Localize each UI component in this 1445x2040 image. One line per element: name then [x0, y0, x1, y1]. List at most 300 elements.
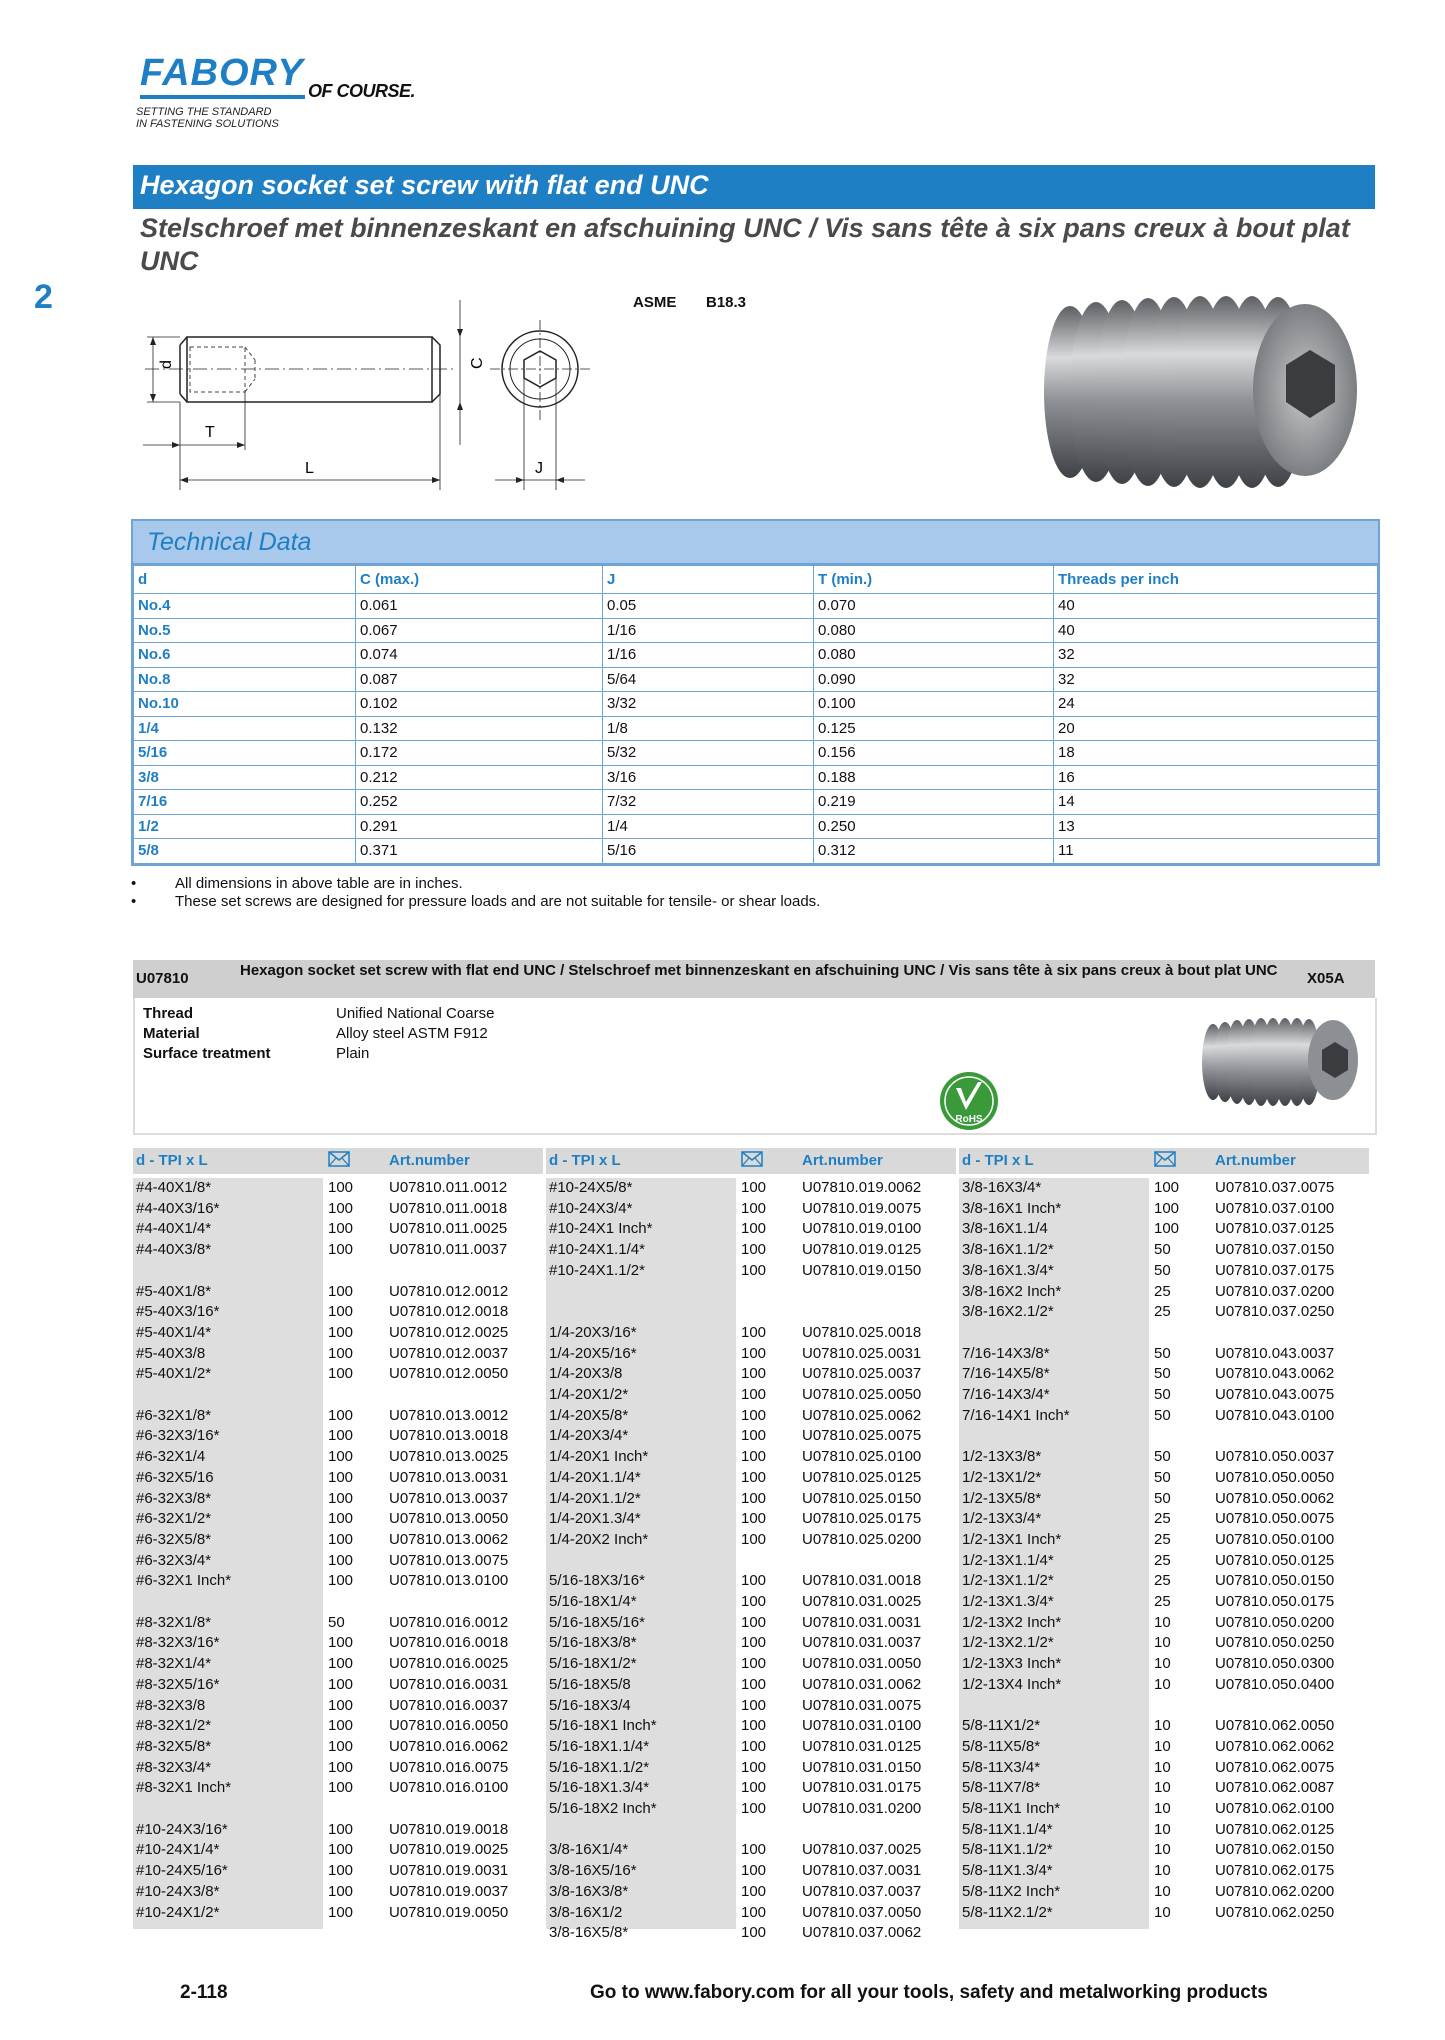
size-cell: #8-32X5/8*: [136, 1737, 212, 1755]
table-cell: 5/8: [134, 839, 356, 864]
article-number[interactable]: U07810.037.0175: [1215, 1261, 1335, 1279]
page-title: Hexagon socket set screw with flat end UNC: [140, 170, 709, 200]
article-number[interactable]: U07810.062.0125: [1215, 1820, 1335, 1838]
size-cell: 3/8-16X5/16*: [549, 1862, 637, 1880]
size-cell: #6-32X1/8*: [136, 1406, 212, 1424]
table-cell: 0.05: [603, 594, 814, 619]
rohs-icon: [938, 1070, 1000, 1132]
article-number[interactable]: U07810.016.0018: [389, 1634, 509, 1652]
qty-cell: 100: [741, 1386, 767, 1403]
size-cell: #10-24X1.1/4*: [549, 1241, 645, 1259]
qty-cell: 100: [328, 1551, 354, 1569]
table-cell: 0.371: [356, 839, 603, 864]
article-number[interactable]: U07810.037.0200: [1215, 1282, 1335, 1300]
size-cell: 1/2-13X1.3/4*: [962, 1593, 1054, 1610]
listing-art-header: Art.number: [1215, 1152, 1296, 1169]
table-row: [134, 594, 1378, 619]
article-number[interactable]: U07810.037.0062: [802, 1924, 922, 1942]
qty-cell: 50: [1154, 1386, 1171, 1403]
listing-size-header: d - TPI x L: [549, 1152, 621, 1169]
size-cell: #4-40X1/4*: [136, 1220, 212, 1238]
size-cell: 1/2-13X5/8*: [962, 1489, 1042, 1507]
column-header: C (max.): [356, 566, 603, 594]
article-number[interactable]: U07810.019.0125: [802, 1241, 922, 1259]
article-number[interactable]: U07810.019.0062: [802, 1179, 922, 1196]
technical-notes: [131, 875, 820, 911]
size-cell: 1/2-13X1 Inch*: [962, 1530, 1062, 1548]
article-number[interactable]: U07810.019.0150: [802, 1261, 922, 1279]
article-number[interactable]: U07810.062.0175: [1215, 1862, 1335, 1880]
article-number[interactable]: U07810.037.0025: [802, 1841, 922, 1859]
article-number[interactable]: U07810.025.0100: [802, 1448, 922, 1466]
size-cell: 3/8-16X5/8*: [549, 1924, 629, 1942]
size-cell: 1/4-20X1.1/2*: [549, 1489, 641, 1507]
qty-cell: 100: [741, 1489, 767, 1507]
listing-header: [133, 1148, 543, 1174]
size-cell: 5/8-11X1 Inch*: [962, 1800, 1061, 1817]
qty-cell: 25: [1154, 1303, 1171, 1321]
table-cell: 0.291: [356, 814, 603, 839]
qty-cell: 100: [328, 1655, 354, 1673]
article-number[interactable]: U07810.037.0037: [802, 1882, 922, 1900]
qty-cell: 100: [741, 1862, 767, 1880]
table-cell: 0.212: [356, 765, 603, 790]
article-number[interactable]: U07810.013.0075: [389, 1551, 509, 1569]
table-cell: 13: [1054, 814, 1378, 839]
qty-cell: 10: [1154, 1841, 1171, 1859]
article-number[interactable]: U07810.025.0200: [802, 1530, 922, 1548]
qty-cell: 100: [741, 1696, 767, 1714]
size-cell: 5/16-18X3/8*: [549, 1634, 637, 1652]
article-number[interactable]: U07810.016.0062: [389, 1737, 509, 1755]
table-cell: 0.090: [814, 667, 1054, 692]
article-number[interactable]: U07810.019.0025: [389, 1841, 509, 1859]
qty-cell: 100: [328, 1717, 354, 1735]
article-number[interactable]: U07810.013.0012: [389, 1406, 509, 1424]
size-cell: #6-32X5/8*: [136, 1530, 212, 1548]
table-cell: No.8: [134, 667, 356, 692]
article-number[interactable]: U07810.031.0075: [802, 1696, 922, 1714]
page-number: 2-118: [180, 1982, 228, 2003]
dim-j-label: J: [535, 460, 543, 477]
article-number[interactable]: U07810.019.0031: [389, 1862, 509, 1880]
article-number[interactable]: U07810.025.0075: [802, 1427, 922, 1445]
spec-values: [336, 1004, 494, 1064]
size-cell: 7/16-14X3/4*: [962, 1386, 1050, 1403]
size-cell: 3/8-16X2 Inch*: [962, 1282, 1062, 1300]
size-cell: 5/8-11X2.1/2*: [962, 1903, 1053, 1921]
qty-cell: 100: [741, 1675, 767, 1693]
article-number[interactable]: U07810.050.0037: [1215, 1448, 1335, 1466]
table-cell: 5/32: [603, 741, 814, 766]
size-cell: 5/16-18X5/16*: [549, 1613, 645, 1631]
table-cell: 0.188: [814, 765, 1054, 790]
qty-cell: 100: [741, 1655, 767, 1673]
article-number[interactable]: U07810.050.0075: [1215, 1510, 1335, 1528]
table-cell: 0.070: [814, 594, 1054, 619]
article-number[interactable]: U07810.037.0100: [1215, 1199, 1335, 1217]
size-cell: 5/16-18X1/4*: [549, 1593, 637, 1610]
qty-cell: 100: [328, 1179, 354, 1196]
article-number[interactable]: U07810.031.0150: [802, 1758, 922, 1776]
article-number[interactable]: U07810.012.0018: [389, 1303, 509, 1321]
article-number[interactable]: U07810.011.0037: [389, 1241, 508, 1259]
article-number[interactable]: U07810.062.0075: [1215, 1758, 1335, 1776]
qty-cell: 100: [328, 1365, 354, 1383]
dim-l-label: L: [305, 460, 314, 477]
size-cell: #10-24X3/16*: [136, 1820, 228, 1838]
size-cell: 1/4-20X1.3/4*: [549, 1510, 641, 1528]
qty-cell: 10: [1154, 1675, 1171, 1693]
qty-cell: 100: [328, 1903, 354, 1921]
dim-c-label: C: [469, 357, 486, 369]
table-row: [134, 839, 1378, 864]
article-number[interactable]: U07810.050.0175: [1215, 1593, 1335, 1610]
qty-cell: 10: [1154, 1903, 1171, 1921]
table-cell: 32: [1054, 643, 1378, 668]
qty-cell: 10: [1154, 1613, 1171, 1631]
article-number[interactable]: U07810.050.0050: [1215, 1468, 1335, 1486]
size-cell: #10-24X1 Inch*: [549, 1220, 653, 1238]
table-cell: 0.156: [814, 741, 1054, 766]
qty-cell: 100: [741, 1758, 767, 1776]
size-cell: 3/8-16X1 Inch*: [962, 1199, 1062, 1217]
article-number[interactable]: U07810.050.0125: [1215, 1551, 1335, 1569]
article-number[interactable]: U07810.062.0050: [1215, 1717, 1335, 1735]
table-cell: 1/4: [603, 814, 814, 839]
article-number[interactable]: U07810.037.0250: [1215, 1303, 1335, 1321]
size-cell: #6-32X5/16: [136, 1468, 214, 1486]
article-number[interactable]: U07810.019.0018: [389, 1820, 509, 1838]
article-number[interactable]: U07810.031.0175: [802, 1779, 922, 1797]
spec-label-surface: Surface treatment: [143, 1045, 271, 1062]
article-number[interactable]: U07810.013.0018: [389, 1427, 509, 1445]
qty-cell: 25: [1154, 1282, 1171, 1300]
size-cell: #8-32X1/2*: [136, 1717, 212, 1735]
qty-cell: 10: [1154, 1758, 1171, 1776]
qty-cell: 100: [328, 1862, 354, 1880]
technical-data-header: [133, 521, 1378, 565]
qty-cell: 100: [328, 1282, 354, 1300]
table-cell: No.5: [134, 618, 356, 643]
article-number[interactable]: U07810.019.0100: [802, 1220, 922, 1238]
qty-cell: 100: [328, 1841, 354, 1859]
qty-cell: 100: [741, 1199, 767, 1217]
article-number[interactable]: U07810.031.0062: [802, 1675, 922, 1693]
article-number[interactable]: U07810.013.0037: [389, 1489, 509, 1507]
article-number[interactable]: U07810.043.0100: [1215, 1406, 1335, 1424]
column-header: T (min.): [814, 566, 1054, 594]
qty-cell: 100: [328, 1220, 354, 1238]
qty-cell: 100: [328, 1406, 354, 1424]
article-number[interactable]: U07810.062.0250: [1215, 1903, 1335, 1921]
article-number[interactable]: U07810.037.0050: [802, 1903, 922, 1921]
size-cell: #10-24X3/8*: [136, 1882, 220, 1900]
article-number[interactable]: U07810.025.0037: [802, 1365, 922, 1383]
size-cell: #5-40X1/2*: [136, 1365, 212, 1383]
article-number[interactable]: U07810.043.0062: [1215, 1365, 1335, 1383]
table-cell: 3/8: [134, 765, 356, 790]
article-number[interactable]: U07810.025.0175: [802, 1510, 922, 1528]
size-cell: 5/8-11X2 Inch*: [962, 1882, 1061, 1900]
qty-cell: 100: [1154, 1220, 1180, 1238]
table-cell: 0.087: [356, 667, 603, 692]
article-number[interactable]: U07810.016.0012: [389, 1613, 509, 1631]
article-number[interactable]: U07810.062.0150: [1215, 1841, 1335, 1859]
qty-cell: 50: [1154, 1241, 1171, 1259]
brand-suffix: OF COURSE.: [308, 81, 416, 101]
article-number[interactable]: U07810.016.0037: [389, 1696, 509, 1714]
article-number[interactable]: U07810.013.0031: [389, 1468, 509, 1486]
table-cell: 1/2: [134, 814, 356, 839]
qty-cell: 100: [741, 1241, 767, 1259]
qty-cell: 50: [1154, 1448, 1171, 1466]
qty-cell: 50: [1154, 1261, 1171, 1279]
size-cell: #10-24X1/2*: [136, 1903, 220, 1921]
article-number[interactable]: U07810.013.0100: [389, 1572, 509, 1590]
article-number[interactable]: U07810.031.0031: [802, 1613, 922, 1631]
article-number[interactable]: U07810.016.0100: [389, 1779, 509, 1797]
size-cell: 7/16-14X3/8*: [962, 1344, 1050, 1362]
article-number[interactable]: U07810.037.0125: [1215, 1220, 1335, 1238]
size-cell: #4-40X3/16*: [136, 1199, 220, 1217]
size-cell: #8-32X5/16*: [136, 1675, 220, 1693]
footer-slogan: Go to www.fabory.com for all your tools, safety and metalworking products: [590, 1982, 1268, 2003]
size-cell: #8-32X3/16*: [136, 1634, 220, 1652]
size-cell: 3/8-16X1.3/4*: [962, 1261, 1054, 1279]
table-cell: 5/16: [603, 839, 814, 864]
qty-cell: 10: [1154, 1737, 1171, 1755]
qty-cell: 100: [741, 1717, 767, 1735]
article-number[interactable]: U07810.062.0200: [1215, 1882, 1335, 1900]
article-number[interactable]: U07810.011.0012: [389, 1179, 508, 1196]
article-number[interactable]: U07810.012.0037: [389, 1344, 509, 1362]
article-number[interactable]: U07810.011.0018: [389, 1199, 508, 1217]
column-header: Threads per inch: [1054, 566, 1378, 594]
spec-value-thread: Unified National Coarse: [336, 1005, 495, 1022]
article-number[interactable]: U07810.025.0018: [802, 1323, 922, 1341]
qty-cell: 100: [328, 1758, 354, 1776]
qty-cell: 100: [741, 1572, 767, 1590]
size-cell: 1/2-13X2 Inch*: [962, 1613, 1062, 1631]
table-cell: 16: [1054, 765, 1378, 790]
qty-cell: 10: [1154, 1800, 1171, 1817]
size-cell: 1/2-13X1.1/4*: [962, 1551, 1054, 1569]
standard-code: B18.3: [706, 294, 747, 311]
qty-cell: 25: [1154, 1551, 1171, 1569]
qty-cell: 10: [1154, 1882, 1171, 1900]
size-cell: 1/4-20X1 Inch*: [549, 1448, 649, 1466]
size-cell: #5-40X1/4*: [136, 1323, 212, 1341]
article-number[interactable]: U07810.037.0075: [1215, 1179, 1335, 1196]
size-cell: 3/8-16X1.1/4: [962, 1220, 1048, 1238]
size-cell: 7/16-14X5/8*: [962, 1365, 1050, 1383]
technical-data-title: Technical Data: [147, 528, 312, 556]
qty-cell: 25: [1154, 1593, 1171, 1610]
dim-d-label: d: [158, 360, 175, 369]
size-cell: 1/4-20X3/8: [549, 1365, 623, 1383]
article-number[interactable]: U07810.016.0050: [389, 1717, 509, 1735]
qty-cell: 100: [741, 1510, 767, 1528]
size-cell: 5/8-11X1.3/4*: [962, 1862, 1053, 1880]
size-cell: #6-32X3/16*: [136, 1427, 220, 1445]
product-code: U07810: [136, 970, 189, 987]
size-cell: #8-32X1/4*: [136, 1655, 212, 1673]
qty-cell: 100: [741, 1323, 767, 1341]
qty-cell: 50: [1154, 1489, 1171, 1507]
qty-cell: 100: [741, 1779, 767, 1797]
article-number[interactable]: U07810.050.0200: [1215, 1613, 1335, 1631]
qty-cell: 10: [1154, 1655, 1171, 1673]
table-cell: 7/16: [134, 790, 356, 815]
table-cell: 3/32: [603, 692, 814, 717]
article-number[interactable]: U07810.031.0125: [802, 1737, 922, 1755]
article-number[interactable]: U07810.025.0150: [802, 1489, 922, 1507]
article-number[interactable]: U07810.050.0250: [1215, 1634, 1335, 1652]
qty-cell: 100: [328, 1820, 354, 1838]
qty-cell: 100: [328, 1303, 354, 1321]
article-number[interactable]: U07810.025.0062: [802, 1406, 922, 1424]
article-number[interactable]: U07810.013.0062: [389, 1530, 509, 1548]
note-item: • These set screws are designed for pressure loads and are not suitable for tensile- or shear loads.: [131, 893, 821, 910]
article-number[interactable]: U07810.031.0018: [802, 1572, 922, 1590]
qty-cell: 10: [1154, 1820, 1171, 1838]
article-number[interactable]: U07810.031.0100: [802, 1717, 922, 1735]
size-cell: 5/8-11X1.1/2*: [962, 1841, 1053, 1859]
table-cell: 20: [1054, 716, 1378, 741]
dim-t-label: T: [205, 424, 215, 441]
article-number[interactable]: U07810.016.0075: [389, 1758, 509, 1776]
size-cell: 7/16-14X1 Inch*: [962, 1406, 1070, 1424]
size-cell: 3/8-16X1/4*: [549, 1841, 629, 1859]
table-cell: No.4: [134, 594, 356, 619]
qty-cell: 10: [1154, 1717, 1171, 1735]
table-cell: 0.219: [814, 790, 1054, 815]
article-number[interactable]: U07810.031.0050: [802, 1655, 922, 1673]
table-cell: 0.250: [814, 814, 1054, 839]
article-number[interactable]: U07810.019.0075: [802, 1199, 922, 1217]
article-number[interactable]: U07810.031.0037: [802, 1634, 922, 1652]
article-number[interactable]: U07810.025.0050: [802, 1386, 922, 1403]
article-number[interactable]: U07810.043.0037: [1215, 1344, 1335, 1362]
size-cell: #8-32X3/4*: [136, 1758, 212, 1776]
article-number[interactable]: U07810.013.0025: [389, 1448, 509, 1466]
article-number[interactable]: U07810.016.0025: [389, 1655, 509, 1673]
article-number[interactable]: U07810.011.0025: [389, 1220, 508, 1238]
table-row: [134, 765, 1378, 790]
spec-label-material: Material: [143, 1025, 200, 1042]
article-number[interactable]: U07810.050.0300: [1215, 1655, 1335, 1673]
table-cell: 0.074: [356, 643, 603, 668]
standard-org: ASME: [633, 294, 677, 311]
qty-cell: 100: [741, 1530, 767, 1548]
size-cell: 5/8-11X1/2*: [962, 1717, 1041, 1735]
table-cell: 0.312: [814, 839, 1054, 864]
article-number[interactable]: U07810.037.0150: [1215, 1241, 1335, 1259]
qty-cell: 100: [328, 1530, 354, 1548]
article-number[interactable]: U07810.012.0012: [389, 1282, 509, 1300]
technical-data-table: [133, 565, 1378, 864]
article-number[interactable]: U07810.019.0050: [389, 1903, 509, 1921]
table-cell: No.10: [134, 692, 356, 717]
brand-logo: FABORY: [140, 52, 304, 94]
qty-cell: 100: [741, 1593, 767, 1610]
size-cell: 3/8-16X3/4*: [962, 1179, 1042, 1196]
qty-cell: 50: [1154, 1468, 1171, 1486]
qty-cell: 100: [741, 1468, 767, 1486]
article-number[interactable]: U07810.043.0075: [1215, 1386, 1335, 1403]
size-cell: 5/16-18X1.1/4*: [549, 1737, 650, 1755]
size-cell: 5/16-18X3/16*: [549, 1572, 645, 1590]
article-number[interactable]: U07810.016.0031: [389, 1675, 509, 1693]
listing-art-header: Art.number: [389, 1152, 470, 1169]
envelope-icon: [1154, 1151, 1176, 1171]
article-number[interactable]: U07810.050.0062: [1215, 1489, 1335, 1507]
qty-cell: 100: [1154, 1199, 1180, 1217]
article-number[interactable]: U07810.031.0025: [802, 1593, 922, 1610]
article-number[interactable]: U07810.062.0087: [1215, 1779, 1335, 1797]
size-cell: #6-32X1/4: [136, 1448, 206, 1466]
table-cell: 0.125: [814, 716, 1054, 741]
size-cell: 1/4-20X2 Inch*: [549, 1530, 649, 1548]
size-cell: 1/2-13X4 Inch*: [962, 1675, 1062, 1693]
qty-cell: 100: [328, 1489, 354, 1507]
article-number[interactable]: U07810.013.0050: [389, 1510, 509, 1528]
qty-cell: 100: [328, 1323, 354, 1341]
table-row: [134, 814, 1378, 839]
table-row: [134, 790, 1378, 815]
size-cell: #5-40X3/16*: [136, 1303, 220, 1321]
article-number[interactable]: U07810.012.0050: [389, 1365, 509, 1383]
table-cell: 0.080: [814, 643, 1054, 668]
envelope-icon: [328, 1151, 350, 1171]
listing-size-header: d - TPI x L: [136, 1152, 208, 1169]
article-number[interactable]: U07810.025.0031: [802, 1344, 922, 1362]
qty-cell: 100: [741, 1882, 767, 1900]
article-number[interactable]: U07810.050.0400: [1215, 1675, 1335, 1693]
article-number[interactable]: U07810.037.0031: [802, 1862, 922, 1880]
note-item: • All dimensions in above table are in inches.: [131, 875, 463, 892]
article-number[interactable]: U07810.019.0037: [389, 1882, 509, 1900]
qty-cell: 100: [741, 1737, 767, 1755]
article-number[interactable]: U07810.062.0100: [1215, 1800, 1335, 1817]
table-cell: 0.102: [356, 692, 603, 717]
table-cell: 24: [1054, 692, 1378, 717]
table-cell: 1/16: [603, 643, 814, 668]
size-cell: 3/8-16X3/8*: [549, 1882, 629, 1900]
size-cell: #10-24X3/4*: [549, 1199, 633, 1217]
article-number[interactable]: U07810.062.0062: [1215, 1737, 1335, 1755]
article-number[interactable]: U07810.031.0200: [802, 1800, 922, 1817]
envelope-icon: [741, 1151, 763, 1171]
article-number[interactable]: U07810.050.0150: [1215, 1572, 1335, 1590]
qty-cell: 100: [741, 1365, 767, 1383]
product-photo: [1030, 290, 1370, 495]
qty-cell: 25: [1154, 1530, 1171, 1548]
table-cell: 0.172: [356, 741, 603, 766]
qty-cell: 100: [328, 1675, 354, 1693]
qty-cell: 100: [741, 1800, 767, 1817]
table-cell: 5/64: [603, 667, 814, 692]
article-number[interactable]: U07810.012.0025: [389, 1323, 509, 1341]
qty-cell: 100: [741, 1841, 767, 1859]
table-cell: 0.132: [356, 716, 603, 741]
product-spec-box: [133, 998, 1377, 1135]
article-number[interactable]: U07810.025.0125: [802, 1468, 922, 1486]
article-number[interactable]: U07810.050.0100: [1215, 1530, 1335, 1548]
spec-labels: [143, 1004, 271, 1064]
size-cell: #8-32X1/8*: [136, 1613, 212, 1631]
